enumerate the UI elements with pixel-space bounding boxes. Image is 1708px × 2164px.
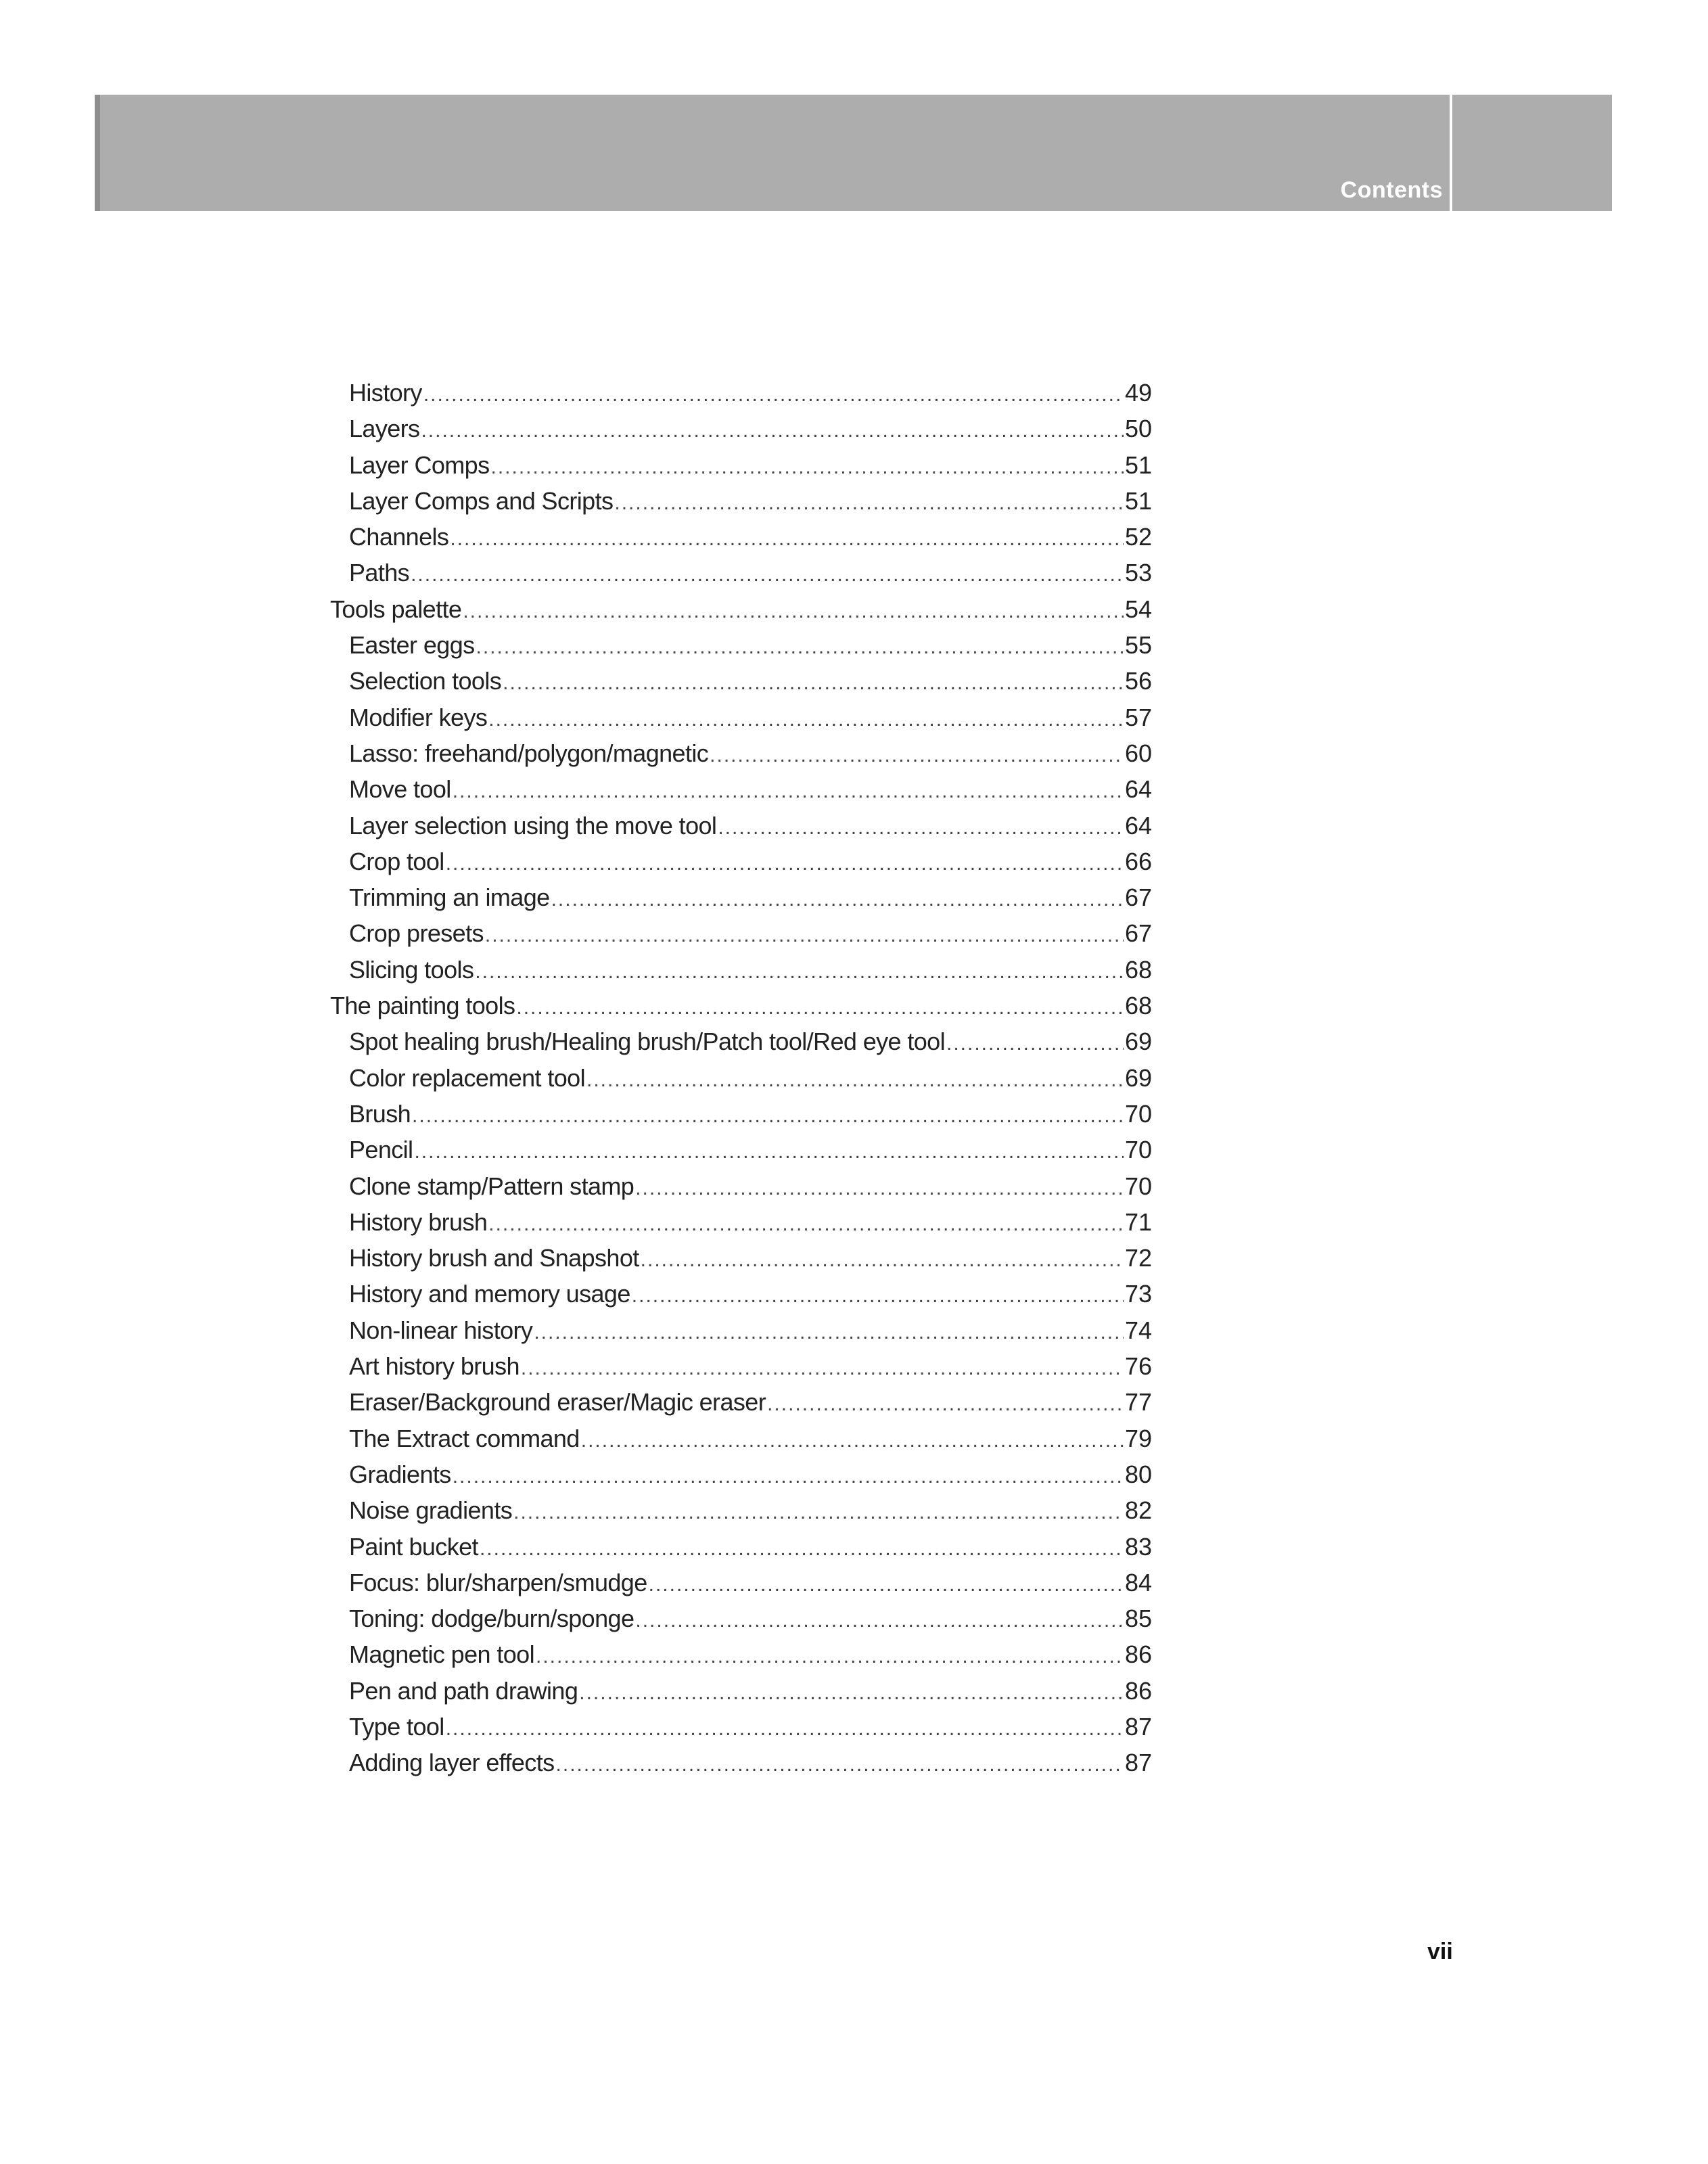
toc-entry bbox=[330, 1533, 1152, 1569]
header-left-edge bbox=[95, 95, 100, 211]
dot-leader bbox=[488, 1213, 1124, 1236]
toc-entry-label: Crop tool bbox=[349, 847, 444, 875]
toc-entry-label: Lasso: freehand/polygon/magnetic bbox=[349, 739, 709, 767]
dot-leader bbox=[485, 924, 1124, 947]
toc-entry-page: 76 bbox=[1124, 1352, 1152, 1381]
toc-entry-label: Noise gradients bbox=[349, 1496, 513, 1525]
toc-entry-label: Pen and path drawing bbox=[349, 1676, 578, 1705]
toc-entry bbox=[330, 1460, 1152, 1496]
toc-entry-page: 49 bbox=[1124, 379, 1152, 407]
toc-entry bbox=[330, 883, 1152, 919]
toc-entry bbox=[330, 379, 1152, 415]
toc-entry bbox=[330, 992, 1152, 1028]
toc-entry-page: 54 bbox=[1124, 595, 1152, 623]
toc-entry-label: Magnetic pen tool bbox=[349, 1640, 534, 1669]
toc-entry-page: 87 bbox=[1124, 1749, 1152, 1777]
toc-entry-page: 74 bbox=[1124, 1316, 1152, 1344]
toc-entry-page: 72 bbox=[1124, 1244, 1152, 1272]
toc-entry-page: 69 bbox=[1124, 1028, 1152, 1056]
toc-entry bbox=[330, 1425, 1152, 1460]
dot-leader bbox=[635, 1177, 1124, 1200]
dot-leader bbox=[710, 744, 1124, 767]
toc-entry bbox=[330, 1100, 1152, 1136]
toc-entry-page: 53 bbox=[1124, 559, 1152, 587]
toc-entry-label: Channels bbox=[349, 523, 449, 551]
dot-leader bbox=[521, 1357, 1124, 1380]
toc-entry bbox=[330, 631, 1152, 667]
toc-entry-page: 73 bbox=[1124, 1280, 1152, 1308]
toc-entry-label: Layers bbox=[349, 415, 420, 443]
toc-entry-page: 66 bbox=[1124, 847, 1152, 875]
toc-entry bbox=[330, 1496, 1152, 1532]
dot-leader bbox=[476, 636, 1124, 659]
toc-entry bbox=[330, 1749, 1152, 1785]
page-number: vii bbox=[1427, 1939, 1453, 1964]
toc-entry-label: Tools palette bbox=[330, 595, 462, 623]
toc-entry-label: The painting tools bbox=[330, 992, 515, 1020]
toc-entry bbox=[330, 956, 1152, 992]
toc-entry-label: Spot healing brush/Healing brush/Patch tool/Red eye tool bbox=[349, 1028, 945, 1056]
dot-leader bbox=[946, 1032, 1124, 1055]
toc-entry-page: 52 bbox=[1124, 523, 1152, 551]
toc-entry-label: Focus: blur/sharpen/smudge bbox=[349, 1568, 647, 1596]
toc-entry bbox=[330, 559, 1152, 595]
toc-entry bbox=[330, 595, 1152, 631]
toc-entry bbox=[330, 667, 1152, 703]
header-divider bbox=[1450, 95, 1452, 211]
toc-entry-page: 50 bbox=[1124, 415, 1152, 443]
toc-entry-label: History bbox=[349, 379, 422, 407]
toc-entry bbox=[330, 1208, 1152, 1244]
toc-entry-label: Pencil bbox=[349, 1136, 413, 1164]
toc-entry-page: 85 bbox=[1124, 1605, 1152, 1633]
toc-entry bbox=[330, 1064, 1152, 1100]
toc-entry-label: Easter eggs bbox=[349, 631, 475, 660]
toc-entry bbox=[330, 1677, 1152, 1713]
toc-entry bbox=[330, 1352, 1152, 1388]
toc-entry-page: 86 bbox=[1124, 1676, 1152, 1705]
toc-entry-page: 70 bbox=[1124, 1136, 1152, 1164]
dot-leader bbox=[556, 1753, 1124, 1776]
toc-entry-label: Brush bbox=[349, 1099, 411, 1128]
dot-leader bbox=[490, 456, 1123, 479]
toc-entry bbox=[330, 451, 1152, 487]
dot-leader bbox=[641, 1249, 1124, 1272]
toc-entry-label: Type tool bbox=[349, 1712, 444, 1741]
toc-entry-page: 57 bbox=[1124, 703, 1152, 731]
toc-entry bbox=[330, 1388, 1152, 1424]
table-of-contents bbox=[330, 379, 1152, 1785]
toc-entry-page: 51 bbox=[1124, 486, 1152, 515]
toc-entry-label: Adding layer effects bbox=[349, 1749, 555, 1777]
toc-entry-page: 86 bbox=[1124, 1640, 1152, 1669]
dot-leader bbox=[412, 1105, 1124, 1128]
toc-entry-label: Color replacement tool bbox=[349, 1063, 585, 1092]
toc-entry bbox=[330, 523, 1152, 559]
toc-entry bbox=[330, 1316, 1152, 1352]
dot-leader bbox=[579, 1682, 1124, 1705]
toc-entry bbox=[330, 1280, 1152, 1316]
toc-entry-page: 68 bbox=[1124, 955, 1152, 984]
toc-entry bbox=[330, 1605, 1152, 1640]
toc-entry-label: Paths bbox=[349, 559, 410, 587]
toc-entry-page: 70 bbox=[1124, 1172, 1152, 1200]
dot-leader bbox=[516, 996, 1124, 1019]
toc-entry bbox=[330, 415, 1152, 451]
toc-entry-label: Toning: dodge/burn/sponge bbox=[349, 1605, 634, 1633]
toc-entry bbox=[330, 1172, 1152, 1208]
toc-entry-page: 67 bbox=[1124, 883, 1152, 912]
toc-entry bbox=[330, 704, 1152, 739]
toc-entry-label: Eraser/Background eraser/Magic eraser bbox=[349, 1388, 766, 1417]
dot-leader bbox=[421, 419, 1124, 442]
toc-entry bbox=[330, 739, 1152, 775]
toc-entry-label: Gradients bbox=[349, 1460, 451, 1488]
dot-leader bbox=[767, 1393, 1124, 1416]
dot-leader bbox=[635, 1609, 1124, 1632]
toc-entry bbox=[330, 812, 1152, 848]
toc-entry-label: History brush bbox=[349, 1207, 488, 1236]
dot-leader bbox=[534, 1321, 1124, 1344]
toc-entry-page: 56 bbox=[1124, 667, 1152, 695]
toc-entry-label: Crop presets bbox=[349, 919, 484, 948]
toc-entry bbox=[330, 487, 1152, 523]
toc-entry-page: 67 bbox=[1124, 919, 1152, 948]
dot-leader bbox=[614, 492, 1124, 515]
toc-entry-page: 80 bbox=[1124, 1460, 1152, 1488]
toc-entry-label: Trimming an image bbox=[349, 883, 550, 912]
dot-leader bbox=[446, 1718, 1124, 1741]
toc-entry-page: 64 bbox=[1124, 775, 1152, 804]
toc-entry-label: Clone stamp/Pattern stamp bbox=[349, 1172, 634, 1200]
toc-entry-page: 64 bbox=[1124, 811, 1152, 839]
toc-entry bbox=[330, 919, 1152, 955]
dot-leader bbox=[649, 1573, 1124, 1596]
toc-entry-label: Slicing tools bbox=[349, 955, 474, 984]
toc-entry-label: The Extract command bbox=[349, 1424, 580, 1452]
dot-leader bbox=[551, 888, 1124, 911]
dot-leader bbox=[475, 961, 1124, 984]
toc-entry bbox=[330, 1640, 1152, 1676]
toc-entry-label: Selection tools bbox=[349, 667, 502, 695]
dot-leader bbox=[503, 672, 1124, 695]
toc-entry-label: Layer Comps and Scripts bbox=[349, 486, 614, 515]
toc-entry-label: Art history brush bbox=[349, 1352, 520, 1381]
toc-entry-page: 69 bbox=[1124, 1063, 1152, 1092]
dot-leader bbox=[536, 1645, 1124, 1668]
toc-entry-page: 79 bbox=[1124, 1424, 1152, 1452]
toc-entry-page: 60 bbox=[1124, 739, 1152, 767]
toc-entry bbox=[330, 1244, 1152, 1280]
toc-entry-page: 84 bbox=[1124, 1568, 1152, 1596]
dot-leader bbox=[463, 600, 1124, 623]
dot-leader bbox=[453, 780, 1124, 803]
toc-entry-page: 87 bbox=[1124, 1712, 1152, 1741]
toc-entry bbox=[330, 1713, 1152, 1749]
dot-leader bbox=[488, 708, 1124, 731]
toc-entry bbox=[330, 775, 1152, 811]
dot-leader bbox=[513, 1501, 1124, 1524]
toc-entry-page: 83 bbox=[1124, 1532, 1152, 1561]
dot-leader bbox=[411, 563, 1124, 586]
toc-entry bbox=[330, 1569, 1152, 1605]
toc-entry-label: Modifier keys bbox=[349, 703, 488, 731]
toc-entry-label: History brush and Snapshot bbox=[349, 1244, 639, 1272]
dot-leader bbox=[414, 1141, 1124, 1164]
dot-leader bbox=[453, 1465, 1124, 1488]
toc-entry bbox=[330, 1028, 1152, 1063]
toc-entry-label: Layer selection using the move tool bbox=[349, 811, 717, 839]
toc-entry bbox=[330, 848, 1152, 883]
toc-entry-page: 55 bbox=[1124, 631, 1152, 660]
dot-leader bbox=[423, 384, 1124, 407]
dot-leader bbox=[632, 1285, 1124, 1308]
toc-entry-page: 82 bbox=[1124, 1496, 1152, 1525]
toc-entry-page: 77 bbox=[1124, 1388, 1152, 1417]
toc-entry-page: 68 bbox=[1124, 992, 1152, 1020]
toc-entry-label: Non-linear history bbox=[349, 1316, 533, 1344]
toc-entry-page: 51 bbox=[1124, 451, 1152, 479]
dot-leader bbox=[586, 1069, 1124, 1092]
dot-leader bbox=[480, 1538, 1124, 1561]
toc-entry bbox=[330, 1136, 1152, 1172]
dot-leader bbox=[581, 1429, 1124, 1452]
toc-entry-label: Layer Comps bbox=[349, 451, 490, 479]
toc-entry-label: Move tool bbox=[349, 775, 451, 804]
dot-leader bbox=[718, 816, 1124, 839]
toc-entry-label: History and memory usage bbox=[349, 1280, 630, 1308]
toc-entry-label: Paint bucket bbox=[349, 1532, 478, 1561]
dot-leader bbox=[446, 852, 1124, 875]
toc-entry-page: 71 bbox=[1124, 1207, 1152, 1236]
toc-entry-page: 70 bbox=[1124, 1099, 1152, 1128]
dot-leader bbox=[450, 528, 1124, 551]
running-header-title: Contents bbox=[1340, 177, 1443, 203]
